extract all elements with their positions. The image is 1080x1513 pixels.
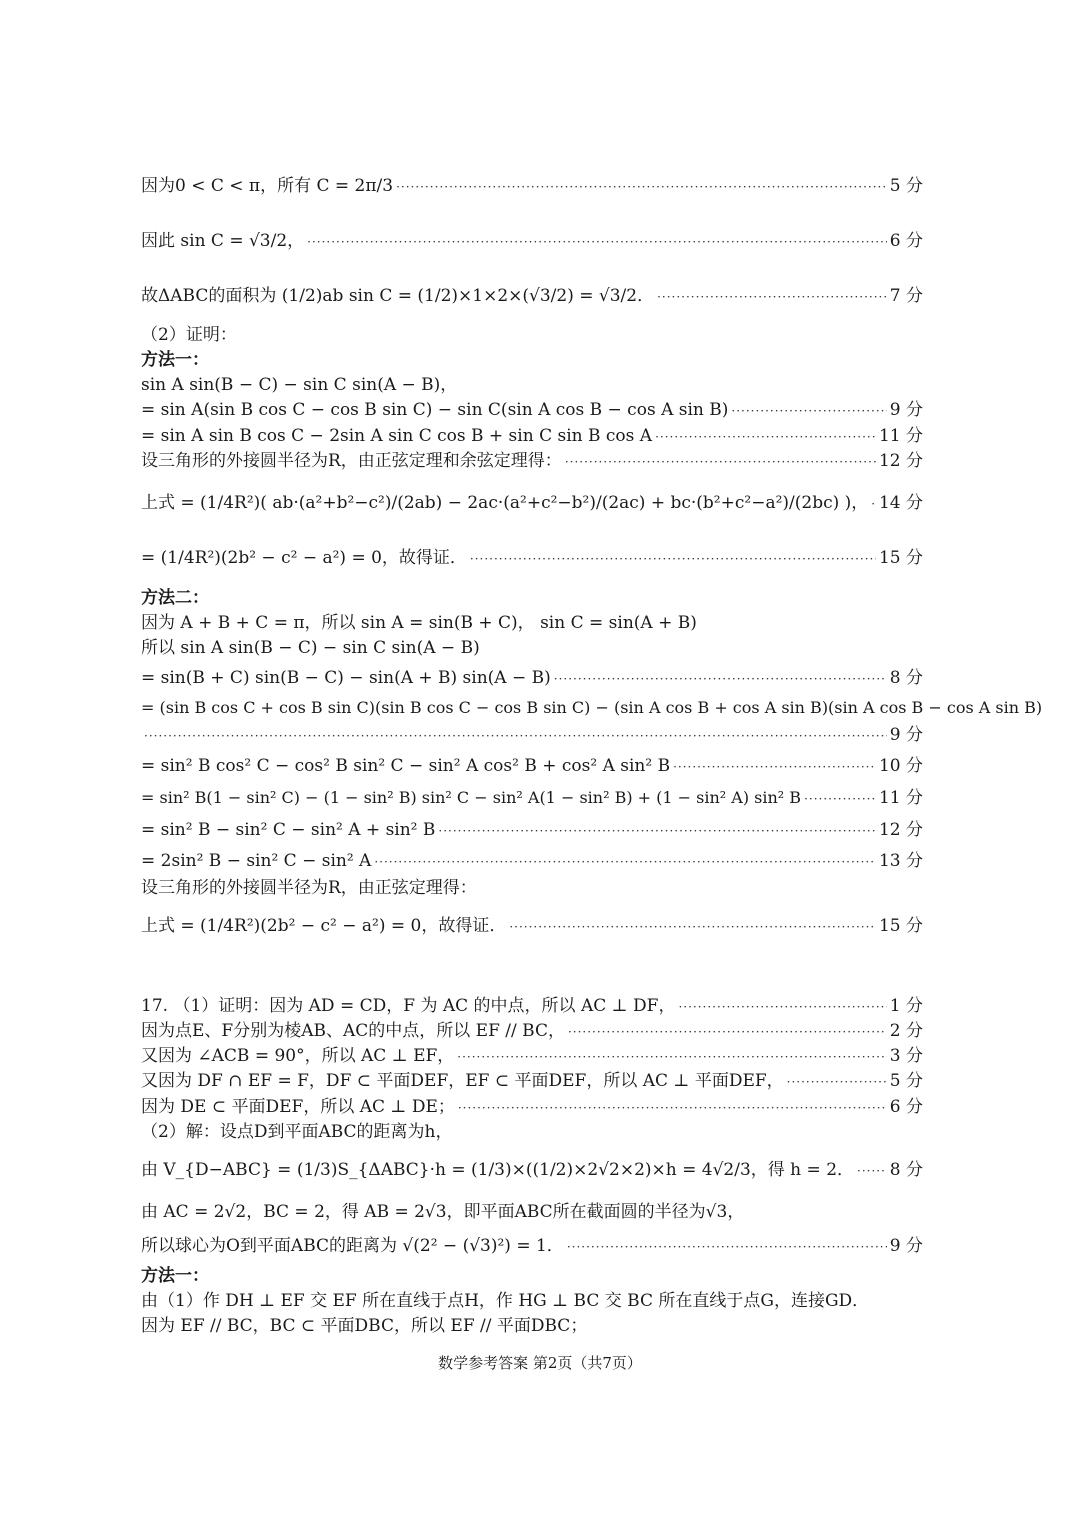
method-two-heading: 方法二： [141, 588, 209, 608]
line-2: 因此 sin C = √3/2， ····· 6 分 [141, 233, 923, 250]
line-34: 由（1）作 DH ⊥ EF 交 EF 所在直线于点H，作 HG ⊥ BC 交 BC 所在直线于点G，连接GD． [141, 1291, 870, 1311]
line-21: = 2sin² B − sin² C − sin² A ····· 13 分 [141, 853, 923, 870]
line-24: 17. （1）证明：因为 AD = CD，F 为 AC 的中点，所以 AC ⊥ DF， ····· 1 分 [141, 998, 923, 1015]
line-10: 上式 = (1/4R²)( ab·(a²+b²−c²)/(2ab) − 2ac·(a²+c²−b²)/(2ac) + bc·(b²+c²−a²)/(2bc) )， ····· 14 分 [141, 495, 923, 512]
line-13: 因为 A + B + C = π，所以 sin A = sin(B + C)， sin C = sin(A + B) [141, 613, 697, 633]
line-14: 所以 sin A sin(B − C) − sin C sin(A − B) [141, 638, 480, 658]
line-1: 因为0 < C < π，所有 C = 2π/3 ····· 5 分 [141, 178, 923, 195]
line-22: 设三角形的外接圆半径为R，由正弦定理得： [141, 878, 477, 898]
method-one-heading-2: 方法一： [141, 1266, 209, 1286]
line-27: 又因为 DF ∩ EF = F，DF ⊂ 平面DEF，EF ⊂ 平面DEF，所以 AC ⊥ 平面DEF， ····· 5 分 [141, 1073, 923, 1090]
line-32: 所以球心为O到平面ABC的距离为 √(2² − (√3)²) = 1． ····· 9 分 [141, 1238, 923, 1255]
line-20: = sin² B − sin² C − sin² A + sin² B ····· 12 分 [141, 822, 923, 839]
method-one-heading: 方法一： [141, 350, 209, 370]
line-35: 因为 EF // BC，BC ⊂ 平面DBC，所以 EF // 平面DBC； [141, 1316, 588, 1336]
line-9: 设三角形的外接圆半径为R，由正弦定理和余弦定理得： ····· 12 分 [141, 453, 923, 470]
line-6: sin A sin(B − C) − sin C sin(A − B)， [141, 375, 458, 395]
line-19: = sin² B(1 − sin² C) − (1 − sin² B) sin² C − sin² A(1 − sin² B) + (1 − sin² A) sin² B ····· 11 分 [141, 790, 923, 807]
line-30: 由 V_{D−ABC} = (1/3)S_{ΔABC}·h = (1/3)×((1/2)×2√2×2)×h = 4√2/3，得 h = 2． ····· 8 分 [141, 1162, 923, 1179]
line-3: 故ΔABC的面积为 (1/2)ab sin C = (1/2)×1×2×(√3/2) = √3/2． ····· 7 分 [141, 288, 923, 305]
line-29: （2）解：设点D到平面ABC的距离为h， [141, 1122, 453, 1142]
line-4: （2）证明： [141, 325, 237, 345]
page-footer: 数学参考答案 第2页（共7页） [438, 1354, 642, 1372]
line-11: = (1/4R²)(2b² − c² − a²) = 0，故得证． ····· 15 分 [141, 550, 923, 567]
line-23: 上式 = (1/4R²)(2b² − c² − a²) = 0，故得证． ····· 15 分 [141, 918, 923, 935]
line-31: 由 AC = 2√2，BC = 2，得 AB = 2√3，即平面ABC所在截面圆的半径为√3， [141, 1202, 745, 1222]
line-26: 又因为 ∠ACB = 90°，所以 AC ⊥ EF， ····· 3 分 [141, 1048, 923, 1065]
line-7: = sin A(sin B cos C − cos B sin C) − sin C(sin A cos B − cos A sin B) ····· 9 分 [141, 402, 923, 419]
line-16: = (sin B cos C + cos B sin C)(sin B cos C − cos B sin C) − (sin A cos B + cos A sin B)(sin A cos B − cos A sin B) [141, 698, 1043, 717]
line-15: = sin(B + C) sin(B − C) − sin(A + B) sin(A − B) ····· 8 分 [141, 670, 923, 687]
line-18: = sin² B cos² C − cos² B sin² C − sin² A cos² B + cos² A sin² B ····· 10 分 [141, 758, 923, 775]
line-8: = sin A sin B cos C − 2sin A sin C cos B + sin C sin B cos A ····· 11 分 [141, 428, 923, 445]
line-25: 因为点E、F分别为棱AB、AC的中点，所以 EF // BC， ····· 2 分 [141, 1023, 923, 1040]
line-17: ····· 9 分 [141, 727, 923, 744]
line-28: 因为 DE ⊂ 平面DEF，所以 AC ⊥ DE； ····· 6 分 [141, 1099, 923, 1116]
